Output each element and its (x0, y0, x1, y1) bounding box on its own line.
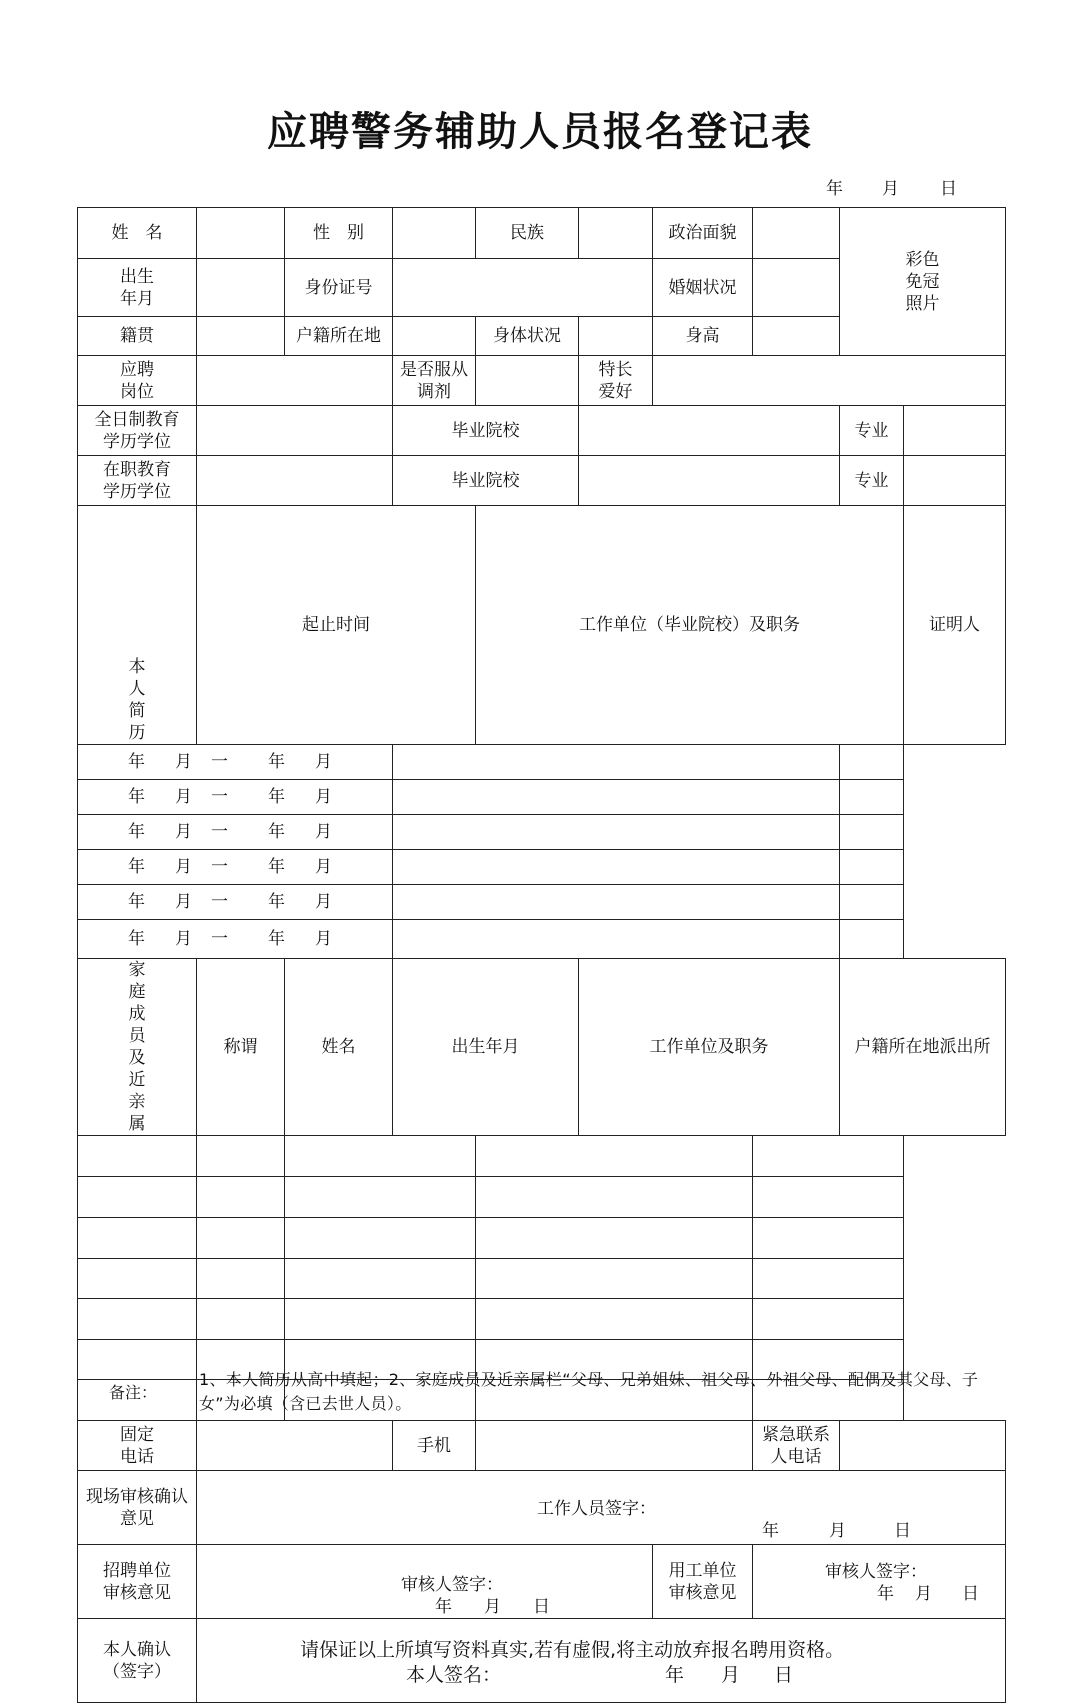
family-name-cell[interactable] (197, 1299, 285, 1340)
family-relation-header: 称谓 (197, 959, 285, 1136)
health-field[interactable] (579, 317, 653, 356)
family-police-cell[interactable] (753, 1259, 904, 1299)
self-confirm-label: 本人确认 （签字） (78, 1619, 197, 1703)
resume-period-cell[interactable] (78, 780, 393, 815)
resume-end-month-label: 月 (315, 787, 332, 807)
self-sign-label: 本人签名： (406, 1663, 502, 1686)
form-title: 应聘警务辅助人员报名登记表 (267, 108, 813, 155)
resume-row (78, 780, 1006, 815)
family-police-cell[interactable] (753, 1218, 904, 1259)
resume-period-cell[interactable] (78, 815, 393, 850)
notes-text: 1、本人简历从高中填起；2、家庭成员及近亲属栏“父母、兄弟姐妹、祖父母、外祖父母、配偶及其父母、子女”为必填（含已去世人员）。 (199, 1370, 979, 1413)
resume-work-unit-header: 工作单位（毕业院校）及职务 (476, 506, 904, 745)
obey-adjust-field[interactable] (476, 356, 579, 406)
resume-witness-cell[interactable] (840, 850, 904, 885)
ethnicity-label: 民族 (476, 208, 579, 259)
family-relation-cell[interactable] (78, 1177, 197, 1218)
resume-witness-cell[interactable] (840, 815, 904, 850)
onsite-review-label: 现场审核确认 意见 (78, 1471, 197, 1545)
resume-end-year-label: 年 (268, 822, 285, 842)
family-unit-cell[interactable] (476, 1177, 753, 1218)
fulltime-edu-label: 全日制教育 学历学位 (78, 406, 197, 456)
resume-witness-cell[interactable] (840, 780, 904, 815)
staff-sign-label: 工作人员签字： (537, 1498, 656, 1519)
photo-box[interactable] (840, 208, 1006, 356)
hukou-label: 户籍所在地 (285, 317, 393, 356)
header-month-label: 月 (882, 179, 899, 199)
family-birth-cell[interactable] (285, 1177, 476, 1218)
family-relation-cell[interactable] (78, 1299, 197, 1340)
resume-start-month-label: 月 (175, 857, 192, 877)
resume-end-year-label: 年 (268, 857, 285, 877)
resume-end-month-label: 月 (315, 752, 332, 772)
height-field[interactable] (753, 317, 840, 356)
inservice-edu-field[interactable] (197, 456, 393, 506)
resume-dash-label: 一 (211, 822, 228, 842)
family-relation-cell[interactable] (78, 1218, 197, 1259)
pledge-text: 请保证以上所填写资料真实,若有虚假,将主动放弃报名聘用资格。 (300, 1638, 845, 1661)
height-label: 身高 (653, 317, 753, 356)
hukou-field[interactable] (393, 317, 476, 356)
resume-start-year-label: 年 (128, 787, 145, 807)
family-birth-cell[interactable] (285, 1136, 476, 1177)
resume-start-month-label: 月 (175, 787, 192, 807)
name-label: 姓 名 (78, 208, 197, 259)
family-row (78, 1177, 1006, 1218)
resume-row (78, 850, 1006, 885)
resume-period-header: 起止时间 (197, 506, 476, 745)
resume-end-month-label: 月 (315, 822, 332, 842)
resume-work-unit-cell[interactable] (393, 850, 840, 885)
recruit-review-label: 招聘单位 审核意见 (78, 1545, 197, 1619)
recruit-year-label: 年 (435, 1596, 452, 1617)
resume-dash-label: 一 (211, 752, 228, 772)
resume-period-cell[interactable] (78, 920, 393, 959)
landline-field[interactable] (197, 1421, 393, 1471)
resume-start-year-label: 年 (128, 822, 145, 842)
family-unit-header: 工作单位及职务 (579, 959, 840, 1136)
self-day-label: 日 (774, 1663, 794, 1686)
resume-witness-header: 证明人 (904, 506, 1006, 745)
inservice-school-field[interactable] (579, 456, 840, 506)
native-place-field[interactable] (197, 317, 285, 356)
family-name-cell[interactable] (197, 1136, 285, 1177)
family-police-cell[interactable] (753, 1177, 904, 1218)
resume-end-month-label: 月 (315, 929, 332, 949)
onsite-month-label: 月 (829, 1520, 846, 1541)
family-relation-cell[interactable] (78, 1136, 197, 1177)
resume-dash-label: 一 (211, 892, 228, 912)
inservice-edu-label: 在职教育 学历学位 (78, 456, 197, 506)
family-police-header: 户籍所在地派出所 (840, 959, 1006, 1136)
birth-field[interactable] (197, 259, 285, 317)
ethnicity-field[interactable] (579, 208, 653, 259)
family-unit-cell[interactable] (476, 1259, 753, 1299)
resume-end-month-label: 月 (315, 892, 332, 912)
self-confirm-field[interactable] (197, 1619, 1006, 1703)
gender-label: 性 别 (285, 208, 393, 259)
self-month-label: 月 (721, 1663, 741, 1686)
resume-start-year-label: 年 (128, 892, 145, 912)
family-unit-cell[interactable] (476, 1136, 753, 1177)
id-number-field[interactable] (393, 259, 653, 317)
fulltime-school-label: 毕业院校 (393, 406, 579, 456)
resume-end-year-label: 年 (268, 892, 285, 912)
resume-start-month-label: 月 (175, 929, 192, 949)
family-row (78, 1299, 1006, 1340)
birth-label: 出生 年月 (78, 259, 197, 317)
family-police-cell[interactable] (753, 1299, 904, 1340)
registration-form-table (77, 207, 1006, 1703)
resume-row (78, 745, 1006, 780)
native-place-label: 籍贯 (78, 317, 197, 356)
position-label: 应聘 岗位 (78, 356, 197, 406)
employer-reviewer-sign-label: 审核人签字： (825, 1561, 927, 1582)
resume-work-unit-cell[interactable] (393, 745, 840, 780)
family-police-cell[interactable] (753, 1136, 904, 1177)
onsite-year-label: 年 (762, 1520, 779, 1541)
employer-day-label: 日 (962, 1583, 979, 1604)
resume-witness-cell[interactable] (840, 920, 904, 959)
resume-row (78, 815, 1006, 850)
family-row (78, 1136, 1006, 1177)
marital-label: 婚姻状况 (653, 259, 753, 317)
header-year-label: 年 (826, 179, 843, 199)
mobile-field[interactable] (476, 1421, 753, 1471)
family-birth-cell[interactable] (285, 1218, 476, 1259)
resume-dash-label: 一 (211, 787, 228, 807)
resume-row (78, 920, 1006, 959)
family-unit-cell[interactable] (476, 1299, 753, 1340)
resume-end-month-label: 月 (315, 857, 332, 877)
inservice-major-field[interactable] (904, 456, 1006, 506)
resume-end-year-label: 年 (268, 787, 285, 807)
resume-period-cell[interactable] (78, 850, 393, 885)
employer-year-label: 年 (877, 1583, 894, 1604)
family-birth-cell[interactable] (285, 1299, 476, 1340)
fulltime-major-field[interactable] (904, 406, 1006, 456)
obey-adjust-label: 是否服从 调剂 (393, 356, 476, 406)
specialty-label: 特长 爱好 (579, 356, 653, 406)
resume-start-year-label: 年 (128, 752, 145, 772)
onsite-day-label: 日 (894, 1520, 911, 1541)
family-unit-cell[interactable] (476, 1218, 753, 1259)
gender-field[interactable] (393, 208, 476, 259)
employer-review-label: 用工单位 审核意见 (653, 1545, 753, 1619)
fulltime-major-label: 专业 (840, 406, 904, 456)
political-field[interactable] (753, 208, 840, 259)
employer-review-field[interactable] (753, 1545, 1006, 1619)
resume-dash-label: 一 (211, 929, 228, 949)
family-birth-cell[interactable] (285, 1259, 476, 1299)
name-field[interactable] (197, 208, 285, 259)
resume-dash-label: 一 (211, 857, 228, 877)
family-birth-header: 出生年月 (393, 959, 579, 1136)
political-label: 政治面貌 (653, 208, 753, 259)
family-relation-cell[interactable] (78, 1259, 197, 1299)
family-name-cell[interactable] (197, 1177, 285, 1218)
resume-work-unit-cell[interactable] (393, 815, 840, 850)
emergency-field[interactable] (840, 1421, 1006, 1471)
resume-start-year-label: 年 (128, 857, 145, 877)
header-day-label: 日 (940, 179, 957, 199)
fulltime-edu-field[interactable] (197, 406, 393, 456)
family-name-cell[interactable] (197, 1218, 285, 1259)
resume-period-cell[interactable] (78, 745, 393, 780)
position-field[interactable] (197, 356, 393, 406)
marital-field[interactable] (753, 259, 840, 317)
resume-start-year-label: 年 (128, 929, 145, 949)
self-year-label: 年 (665, 1663, 685, 1686)
resume-period-cell[interactable] (78, 885, 393, 920)
health-label: 身体状况 (476, 317, 579, 356)
resume-work-unit-cell[interactable] (393, 920, 840, 959)
recruit-day-label: 日 (533, 1596, 550, 1617)
resume-work-unit-cell[interactable] (393, 780, 840, 815)
photo-label: 彩色 免冠 照片 (905, 249, 940, 314)
family-name-cell[interactable] (197, 1259, 285, 1299)
id-number-label: 身份证号 (285, 259, 393, 317)
resume-start-month-label: 月 (175, 752, 192, 772)
resume-start-month-label: 月 (175, 822, 192, 842)
resume-start-month-label: 月 (175, 892, 192, 912)
onsite-review-field[interactable] (197, 1471, 1006, 1545)
family-relation-cell[interactable] (78, 1340, 197, 1380)
fulltime-school-field[interactable] (579, 406, 840, 456)
family-name-header: 姓名 (285, 959, 393, 1136)
family-label: 家 庭 成 员 及 近 亲 属 (78, 959, 197, 1136)
emergency-label: 紧急联系 人电话 (753, 1421, 840, 1471)
landline-label: 固定 电话 (78, 1421, 197, 1471)
family-row (78, 1218, 1006, 1259)
resume-label: 本 人 简 历 (78, 506, 197, 745)
mobile-label: 手机 (393, 1421, 476, 1471)
recruit-review-field[interactable] (197, 1545, 653, 1619)
inservice-major-label: 专业 (840, 456, 904, 506)
inservice-school-label: 毕业院校 (393, 456, 579, 506)
notes-label: 备注： (109, 1383, 158, 1402)
resume-row (78, 885, 1006, 920)
resume-witness-cell[interactable] (840, 745, 904, 780)
recruit-reviewer-sign-label: 审核人签字： (401, 1574, 503, 1595)
family-row (78, 1259, 1006, 1299)
resume-end-year-label: 年 (268, 929, 285, 949)
employer-month-label: 月 (915, 1583, 932, 1604)
resume-end-year-label: 年 (268, 752, 285, 772)
resume-witness-cell[interactable] (840, 885, 904, 920)
resume-work-unit-cell[interactable] (393, 885, 840, 920)
specialty-field[interactable] (653, 356, 1006, 406)
recruit-month-label: 月 (484, 1596, 501, 1617)
